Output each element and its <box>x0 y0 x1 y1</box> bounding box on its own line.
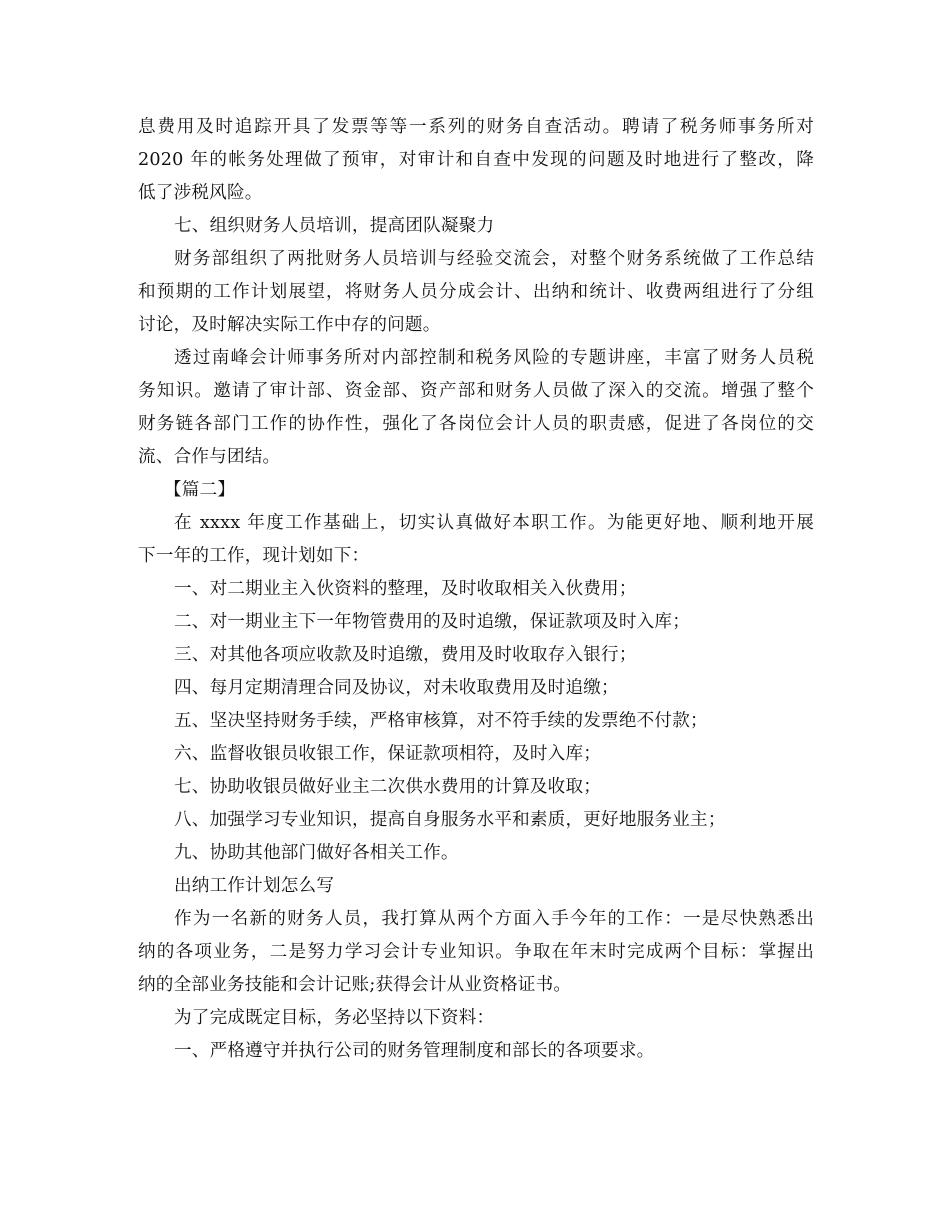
list-item: 五、坚决坚持财务手续，严格审核算，对不符手续的发票绝不付款； <box>174 711 708 731</box>
list-item: 八、加强学习专业知识，提高自身服务水平和素质，更好地服务业主； <box>174 810 726 830</box>
paragraph-line: 流、合作与团结。 <box>138 447 281 467</box>
list-item: 三、对其他各项应收款及时追缴，费用及时收取存入银行； <box>174 645 637 665</box>
paragraph-line: 在 xxxx 年度工作基础上，切实认真做好本职工作。为能更好地、顺利地开展 <box>174 513 814 533</box>
list-item: 一、对二期业主入伙资料的整理，及时收取相关入伙费用； <box>174 579 637 599</box>
list-item: 七、协助收银员做好业主二次供水费用的计算及收取； <box>174 777 602 797</box>
paragraph-line: 为了完成既定目标，务必坚持以下资料： <box>174 1008 495 1028</box>
section-heading: 出纳工作计划怎么写 <box>174 876 335 896</box>
paragraph-line: 下一年的工作，现计划如下： <box>138 546 370 566</box>
document-body <box>138 111 814 1068</box>
list-item: 六、监督收银员收银工作，保证款项相符，及时入库； <box>174 744 602 764</box>
list-item: 二、对一期业主下一年物管费用的及时追缴，保证款项及时入库； <box>174 612 691 632</box>
paragraph-line: 和预期的工作计划展望，将财务人员分成会计、出纳和统计、收费两组进行了分组 <box>138 282 814 302</box>
paragraph-line: 作为一名新的财务人员，我打算从两个方面入手今年的工作：一是尽快熟悉出 <box>174 909 814 929</box>
paragraph-line: 纳的各项业务，二是努力学习会计专业知识。争取在年末时完成两个目标：掌握出 <box>138 942 814 962</box>
paragraph-line: 息费用及时追踪开具了发票等等一系列的财务自查活动。聘请了税务师事务所对 <box>138 117 814 137</box>
paragraph-line: 务知识。邀请了审计部、资金部、资产部和财务人员做了深入的交流。增强了整个 <box>138 381 814 401</box>
list-item: 九、协助其他部门做好各相关工作。 <box>174 843 459 863</box>
list-item: 一、严格遵守并执行公司的财务管理制度和部长的各项要求。 <box>174 1041 655 1061</box>
section-heading: 【篇二】 <box>164 480 236 500</box>
paragraph-line: 2020 年的帐务处理做了预审，对审计和自查中发现的问题及时地进行了整改，降 <box>138 150 814 170</box>
paragraph-line: 低了涉税风险。 <box>138 183 263 203</box>
paragraph-line: 财务链各部门工作的协作性，强化了各岗位会计人员的职责感，促进了各岗位的交 <box>138 414 814 434</box>
paragraph-line: 纳的全部业务技能和会计记账;获得会计从业资格证书。 <box>138 975 572 995</box>
section-heading: 七、组织财务人员培训，提高团队凝聚力 <box>174 216 495 236</box>
paragraph-line: 透过南峰会计师事务所对内部控制和税务风险的专题讲座，丰富了财务人员税 <box>174 348 814 368</box>
paragraph-line: 讨论，及时解决实际工作中存的问题。 <box>138 315 441 335</box>
list-item: 四、每月定期清理合同及协议，对未收取费用及时追缴； <box>174 678 619 698</box>
paragraph-line: 财务部组织了两批财务人员培训与经验交流会，对整个财务系统做了工作总结 <box>174 249 814 269</box>
